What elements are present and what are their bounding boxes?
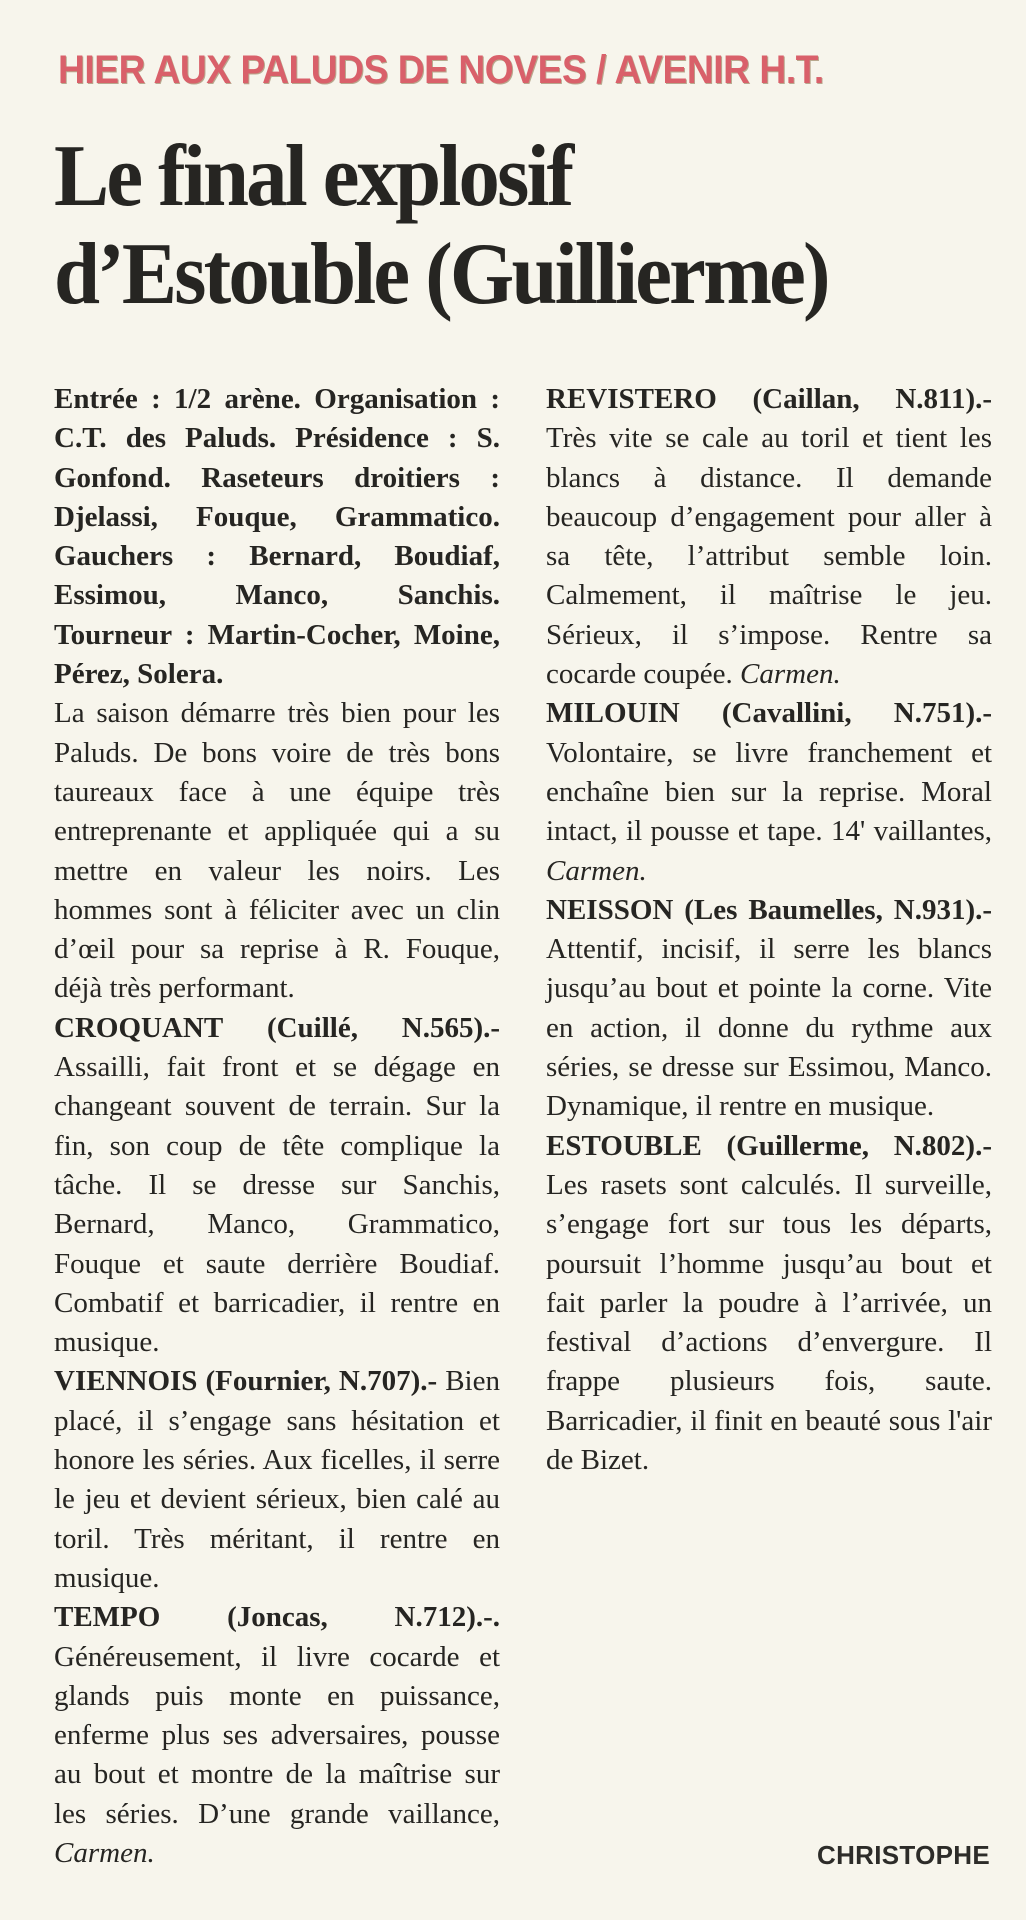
bull-name: NEISSON xyxy=(546,893,674,926)
bull-name: MILOUIN xyxy=(546,697,680,730)
bull-name: CROQUANT xyxy=(54,1011,224,1044)
bull-entry-croquant xyxy=(54,1009,500,1363)
lead-paragraph: Entrée : 1/2 arène. Organisation : C.T. des Paluds. Présidence : S. Gonfond. Raseteurs droitiers : Djelassi, Fouque, Grammatico. Gauchers : Bernard, Boudiaf, Essimou, Manco, Sanchis. Tourneur : Martin-Cocher, Moine, Pérez, Solera. xyxy=(54,383,500,691)
bull-entry-viennois xyxy=(54,1362,500,1598)
bull-music: Carmen. xyxy=(54,1836,155,1869)
bull-info: (Cavallini, N.751).- xyxy=(721,697,993,730)
bull-name: ESTOUBLE xyxy=(546,1129,702,1162)
bull-text: Volontaire, se livre franchement et enchaîne bien sur la reprise. Moral intact, il pousse et tape. 14' vaillantes, xyxy=(546,736,992,848)
bull-text: Généreusement, il livre cocarde et glands puis monte en puissance, enferme plus ses adversaires, pousse au bout et montre de la maîtrise sur les séries. D’une grande vaillance, xyxy=(54,1640,500,1830)
bull-info: (Fournier, N.707).- xyxy=(205,1365,438,1398)
bull-entry-revistero xyxy=(546,380,992,694)
column-right xyxy=(546,380,992,1480)
bull-name: REVISTERO xyxy=(546,383,717,415)
intro-paragraph: La saison démarre très bien pour les Paluds. De bons voire de très bons taureaux face à une équipe très entreprenante et appliquée qui a su mettre en valeur les noirs. Les hommes sont à féliciter avec un clin d’œil pour sa reprise à R. Fouque, déjà très performant. xyxy=(54,697,500,1005)
bull-music: Carmen. xyxy=(546,854,647,887)
bull-entry-milouin xyxy=(546,694,992,890)
bull-info: (Joncas, N.712).-. xyxy=(227,1601,501,1634)
author-signature: CHRISTOPHE xyxy=(817,1840,990,1870)
bull-name: TEMPO xyxy=(54,1601,161,1634)
bull-info: (Les Baumelles, N.931).- xyxy=(684,893,993,926)
bull-entry-estouble xyxy=(546,1127,992,1481)
bull-entry-neisson xyxy=(546,891,992,1127)
bull-info: (Guillerme, N.802).- xyxy=(726,1129,992,1162)
bull-info: (Cuillé, N.565).- xyxy=(266,1011,501,1044)
bull-text: Très vite se cale au toril et tient les blancs à distance. Il demande beaucoup d’engagement pour aller à sa tête, l’attribut semble loin. Calmement, il maîtrise le jeu. Sérieux, il s’impose. Rentre sa cocarde coupée. xyxy=(546,422,992,691)
headline xyxy=(54,128,828,324)
bull-text: Attentif, incisif, il serre les blancs jusqu’au bout et pointe la corne. Vite en action, il donne du rythme aux séries, se dresse sur Essimou, Manco. Dynamique, il rentre en musique. xyxy=(546,933,992,1123)
bull-entry-tempo xyxy=(54,1598,500,1873)
headline-line-2: d’Estouble (Guillierme) xyxy=(54,226,828,323)
headline-line-1: Le final explosif xyxy=(54,128,572,225)
bull-name: VIENNOIS xyxy=(54,1365,198,1398)
bull-text: Assailli, fait front et se dégage en changeant souvent de terrain. Sur la fin, son coup de tête complique la tâche. Il se dresse sur Sanchis, Bernard, Manco, Grammatico, Fouque et saute derrière Boudiaf. Combatif et barricadier, il rentre en musique. xyxy=(54,1051,500,1359)
bull-text: Les rasets sont calculés. Il surveille, s’engage fort sur tous les départs, poursuit l’homme jusqu’au bout et fait parler la poudre à l’arrivée, un festival d’actions d’envergure. Il frappe plusieurs fois, saute. Barricadier, il finit en beauté sous l'air de Bizet. xyxy=(546,1168,992,1477)
bull-music: Carmen. xyxy=(740,658,841,691)
bull-text: Bien placé, il s’engage sans hésitation et honore les séries. Aux ficelles, il serre le jeu et devient sérieux, bien calé au toril. Très méritant, il rentre en musique. xyxy=(54,1365,500,1594)
kicker: HIER AUX PALUDS DE NOVES / AVENIR H.T. xyxy=(58,48,824,92)
bull-info: (Caillan, N.811).- xyxy=(752,383,993,415)
column-left xyxy=(54,380,500,1873)
